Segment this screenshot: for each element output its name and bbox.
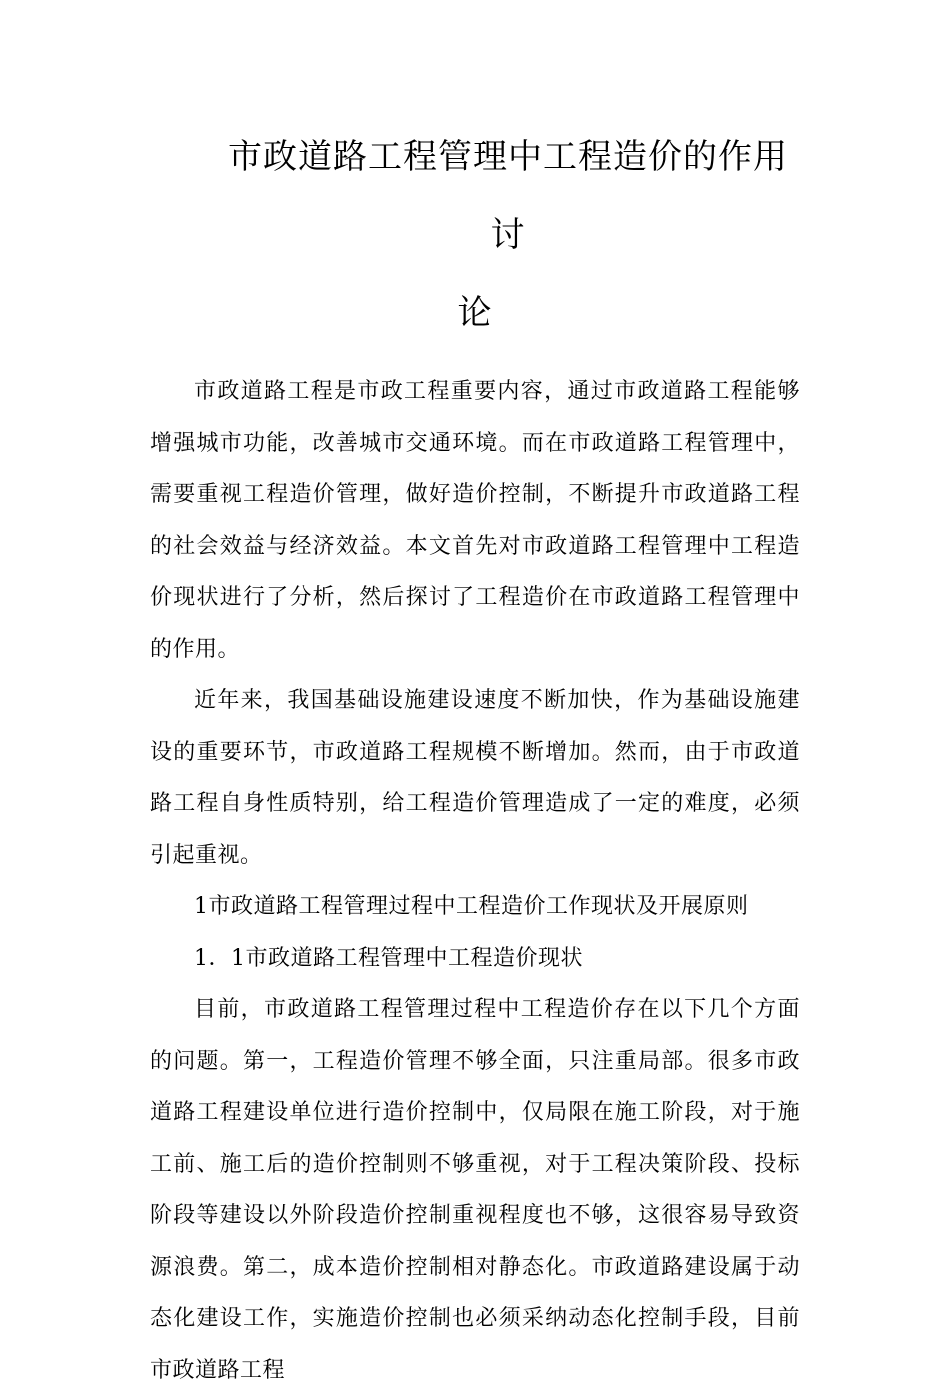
document-body xyxy=(150,366,800,1396)
paragraph-intro: 近年来，我国基础设施建设速度不断加快，作为基础设施建设的重要环节，市政道路工程规模不断增加。然而，由于市政道路工程自身性质特别，给工程造价管理造成了一定的难度，必须引起重视。 xyxy=(150,688,800,868)
document-title xyxy=(150,0,800,352)
subsection-heading-1-1: 1．1市政道路工程管理中工程造价现状 xyxy=(194,945,583,971)
title-line-2: 论 xyxy=(457,293,493,333)
section-heading-1: 1市政道路工程管理过程中工程造价工作现状及开展原则 xyxy=(194,894,749,919)
title-line-1: 市政道路工程管理中工程造价的作用讨 xyxy=(228,137,788,255)
paragraph-current-status: 目前，市政道路工程管理过程中工程造价存在以下几个方面的问题。第一，工程造价管理不够全面，只注重局部。很多市政道路工程建设单位进行造价控制中，仅局限在施工阶段，对于施工前、施工后的造价控制则不够重视，对于工程决策阶段、投标阶段等建设以外阶段造价控制重视程度也不够，这很容易导致资源浪费。第二，成本造价控制相对静态化。市政道路建设属于动态化建设工作，实施造价控制也必须采纳动态化控制手段，目前市政道路工程 xyxy=(150,997,800,1383)
paragraph-abstract: 市政道路工程是市政工程重要内容，通过市政道路工程能够增强城市功能，改善城市交通环境。而在市政道路工程管理中，需要重视工程造价管理，做好造价控制，不断提升市政道路工程的社会效益与经济效益。本文首先对市政道路工程管理中工程造价现状进行了分析，然后探讨了工程造价在市政道路工程管理中的作用。 xyxy=(150,379,800,662)
